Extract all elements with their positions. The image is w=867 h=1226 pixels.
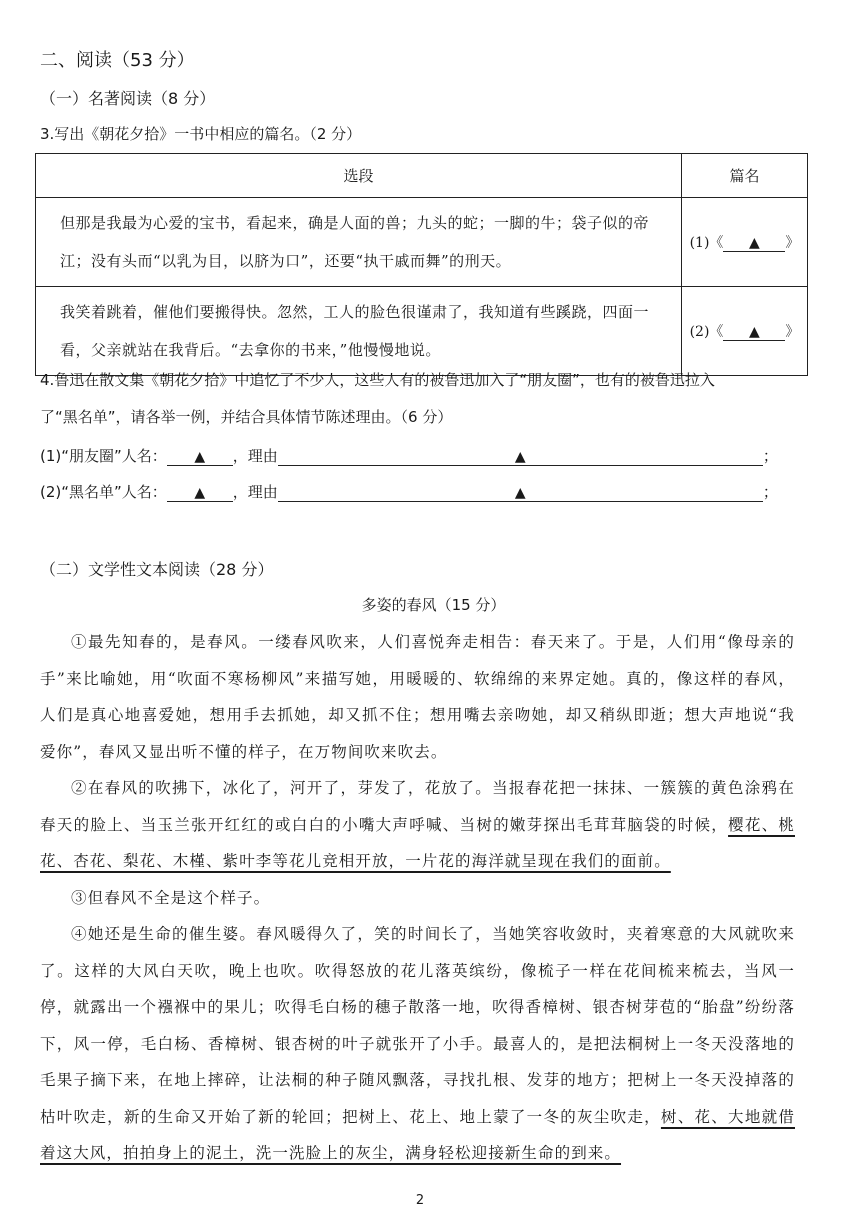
table-row	[36, 198, 808, 287]
answer-mark-icon: ▲	[749, 324, 760, 340]
q4-prompt-line1: 4.鲁迅在散文集《朝花夕拾》中追忆了不少人，这些人有的被鲁迅加入了“朋友圈”，也有的被鲁迅拉入	[40, 371, 715, 389]
paragraph-4-text: ④她还是生命的催生婆。春风暖得久了，笑的时间长了，当她笑容收敛时，夹着寒意的大风就吹来了。这样的大风白天吹，晚上也吹。吹得怒放的花儿落英缤纷，像梳子一样在花间梳来梳去，当风一停，就露出一个襁褓中的果儿；吹得毛白杨的穗子散落一地，吹得香樟树、银杏树芽苞的“胎盘”纷纷落下，风一停，毛白杨、香樟树、银杏树的叶子就张开了小手。最喜人的，是把法桐树上一冬天没落地的毛果子摘下来，在地上摔碎，让法桐的种子随风飘落，寻找扎根、发芽的地方；把树上一冬天没掉落的枯叶吹走，新的生命又开始了新的轮回；把树上、花上、地上蒙了一冬的灰尘吹走，	[40, 925, 795, 1126]
paragraph-2	[40, 770, 795, 880]
answer-mark-icon: ▲	[194, 485, 206, 501]
answer-mark-icon: ▲	[514, 449, 526, 465]
excerpt-text: 我笑着跳着，催他们要搬得快。忽然，工人的脸色很谨肃了，我知道有些蹊跷，四面一看，父亲就站在我背后。“去拿你的书来，”他慢慢地说。	[60, 303, 650, 359]
reason-label: ，理由	[232, 447, 278, 465]
part2-title: （二）文学性文本阅读（28 分）	[40, 560, 274, 579]
title-answer-cell[interactable]	[682, 198, 808, 287]
section-heading: 二、阅读（53 分）	[40, 50, 195, 71]
excerpt-text: 但那是我最为心爱的宝书，看起来，确是人面的兽；九头的蛇；一脚的牛；袋子似的帝江；没有头而“以乳为目，以脐为口”，还要“执干戚而舞”的刑天。	[60, 214, 650, 270]
q4-answer-blacklist[interactable]	[40, 481, 778, 502]
answer-label-end: 》	[785, 235, 800, 251]
header-excerpt: 选段	[36, 154, 682, 198]
paragraph-4-underlined: 树、花、大地就借着这大风，拍拍身上的泥土，洗一洗脸上的灰尘，满身轻松迎接新生命的到来。	[40, 1107, 795, 1162]
header-title: 篇名	[682, 154, 808, 198]
answer-label: (1)《	[689, 235, 724, 251]
answer-mark-icon: ▲	[749, 235, 760, 251]
paragraph-4	[40, 916, 795, 1172]
reason-label: ，理由	[232, 483, 278, 501]
paragraph-1: ①最先知春的，是春风。一缕春风吹来，人们喜悦奔走相告：春天来了。于是，人们用“像母亲的手”来比喻她，用“吹面不寒杨柳风”来描写她，用暖暖的、软绵绵的来界定她。真的，像这样的春风，人们是真心地喜爱她，想用手去抓她，却又抓不住；想用嘴去亲吻她，却又稍纵即逝；想大声地说“我爱你”，春风又显出听不懂的样子，在万物间吹来吹去。	[40, 633, 795, 761]
line-end: ；	[762, 447, 778, 465]
answer-mark-icon: ▲	[194, 449, 206, 465]
page-number: 2	[415, 1193, 425, 1208]
answer-label-end: 》	[785, 324, 800, 340]
q4-prompt-line2: 了“黑名单”，请各举一例，并结合具体情节陈述理由。（6 分）	[40, 408, 453, 426]
paragraph-2-underlined: 樱花、桃花、杏花、梨花、木槿、紫叶李等花儿竞相开放，一片花的海洋就呈现在我们的面前。	[40, 815, 795, 870]
title-answer-cell[interactable]	[682, 287, 808, 376]
paragraph-3: ③但春风不全是这个样子。	[71, 889, 271, 907]
answer-label: (2)《	[689, 324, 724, 340]
line-end: ；	[762, 483, 778, 501]
table-row	[36, 287, 808, 376]
answer-label: (1)“朋友圈”人名：	[40, 447, 167, 465]
paragraph-2-text: ②在春风的吹拂下，冰化了，河开了，芽发了，花放了。当报春花把一抹抹、一簇簇的黄色涂鸦在春天的脸上、当玉兰张开红红的或白白的小嘴大声呼喊、当树的嫩芽探出毛茸茸脑袋的时候，	[40, 779, 795, 834]
answer-mark-icon: ▲	[514, 485, 526, 501]
q3-table	[35, 153, 808, 376]
q3-prompt: 3.写出《朝花夕拾》一书中相应的篇名。（2 分）	[40, 125, 362, 143]
part1-title: （一）名著阅读（8 分）	[40, 89, 216, 108]
q4-answer-friend[interactable]	[40, 445, 778, 466]
article-title: 多姿的春风（15 分）	[361, 596, 506, 614]
answer-label: (2)“黑名单”人名：	[40, 483, 167, 501]
